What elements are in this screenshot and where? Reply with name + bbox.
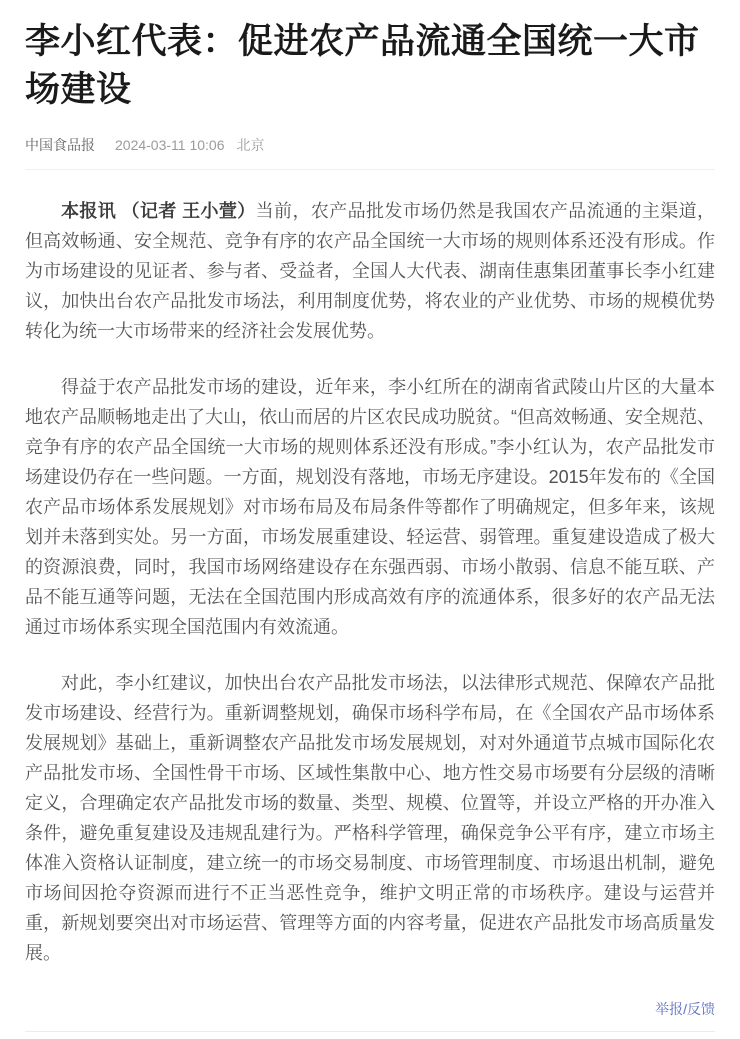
meta-location: 北京 [236,137,265,153]
meta-source: 中国食品报 [25,137,95,153]
paragraph-text: 当前，农产品批发市场仍然是我国农产品流通的主渠道，但高效畅通、安全规范、竞争有序的农产品全国统一大市场的规则体系还没有形成。作为市场建设的见证者、参与者、受益者，全国人大代表、湖南佳惠集团董事长李小红建议，加快出台农产品批发市场法，利用制度优势，将农业的产业优势、市场的规模优势转化为统一大市场带来的经济社会发展优势。 [25,201,715,341]
article-title: 李小红代表：促进农产品流通全国统一大市场建设 [25,22,700,109]
meta-datetime: 2024-03-11 10:06 [115,137,225,153]
paragraph-text: 得益于农产品批发市场的建设，近年来，李小红所在的湖南省武陵山片区的大量本地农产品顺畅地走出了大山，依山而居的片区农民成功脱贫。“但高效畅通、安全规范、竞争有序的农产品全国统一大市场的规则体系还没有形成。”李小红认为，农产品批发市场建设仍存在一些问题。一方面，规划没有落地，市场无序建设。2015年发布的《全国农产品市场体系发展规划》对市场布局及布局条件等都作了明确规定，但多年来，该规划并未落到实处。另一方面，市场发展重建设、轻运营、弱管理。重复建设造成了极大的资源浪费，同时，我国市场网络建设存在东强西弱、市场小散弱、信息不能互联、产品不能互通等问题，无法在全国范围内形成高效有序的流通体系，很多好的农产品无法通过市场体系实现全国范围内有效流通。 [25,377,715,637]
report-feedback-link[interactable]: 举报/反馈 [655,1001,715,1017]
paragraph-lead: 本报讯 （记者 王小萱） [61,201,256,221]
article-paragraph [25,668,715,968]
article-paragraph [25,196,715,346]
paragraph-text: 对此，李小红建议，加快出台农产品批发市场法，以法律形式规范、保障农产品批发市场建设、经营行为。重新调整规划，确保市场科学布局，在《全国农产品市场体系发展规划》基础上，重新调整农产品批发市场发展规划，对对外通道节点城市国际化农产品批发市场、全国性骨干市场、区域性集散中心、地方性交易市场要有分层级的清晰定义，合理确定农产品批发市场的数量、类型、规模、位置等，并设立严格的开办准入条件，避免重复建设及违规乱建行为。严格科学管理，确保竞争公平有序，建立市场主体准入资格认证制度，建立统一的市场交易制度、市场管理制度、市场退出机制，避免市场间因抢夺资源而进行不正当恶性竞争，维护文明正常的市场秩序。建设与运营并重，新规划要突出对市场运营、管理等方面的内容考量，促进农产品批发市场高质量发展。 [25,673,715,963]
article-paragraph [25,372,715,642]
header-divider [25,169,715,170]
article-body [25,196,715,994]
footer-divider [25,1031,715,1032]
article-meta [25,136,715,154]
footer-row [25,1000,715,1018]
